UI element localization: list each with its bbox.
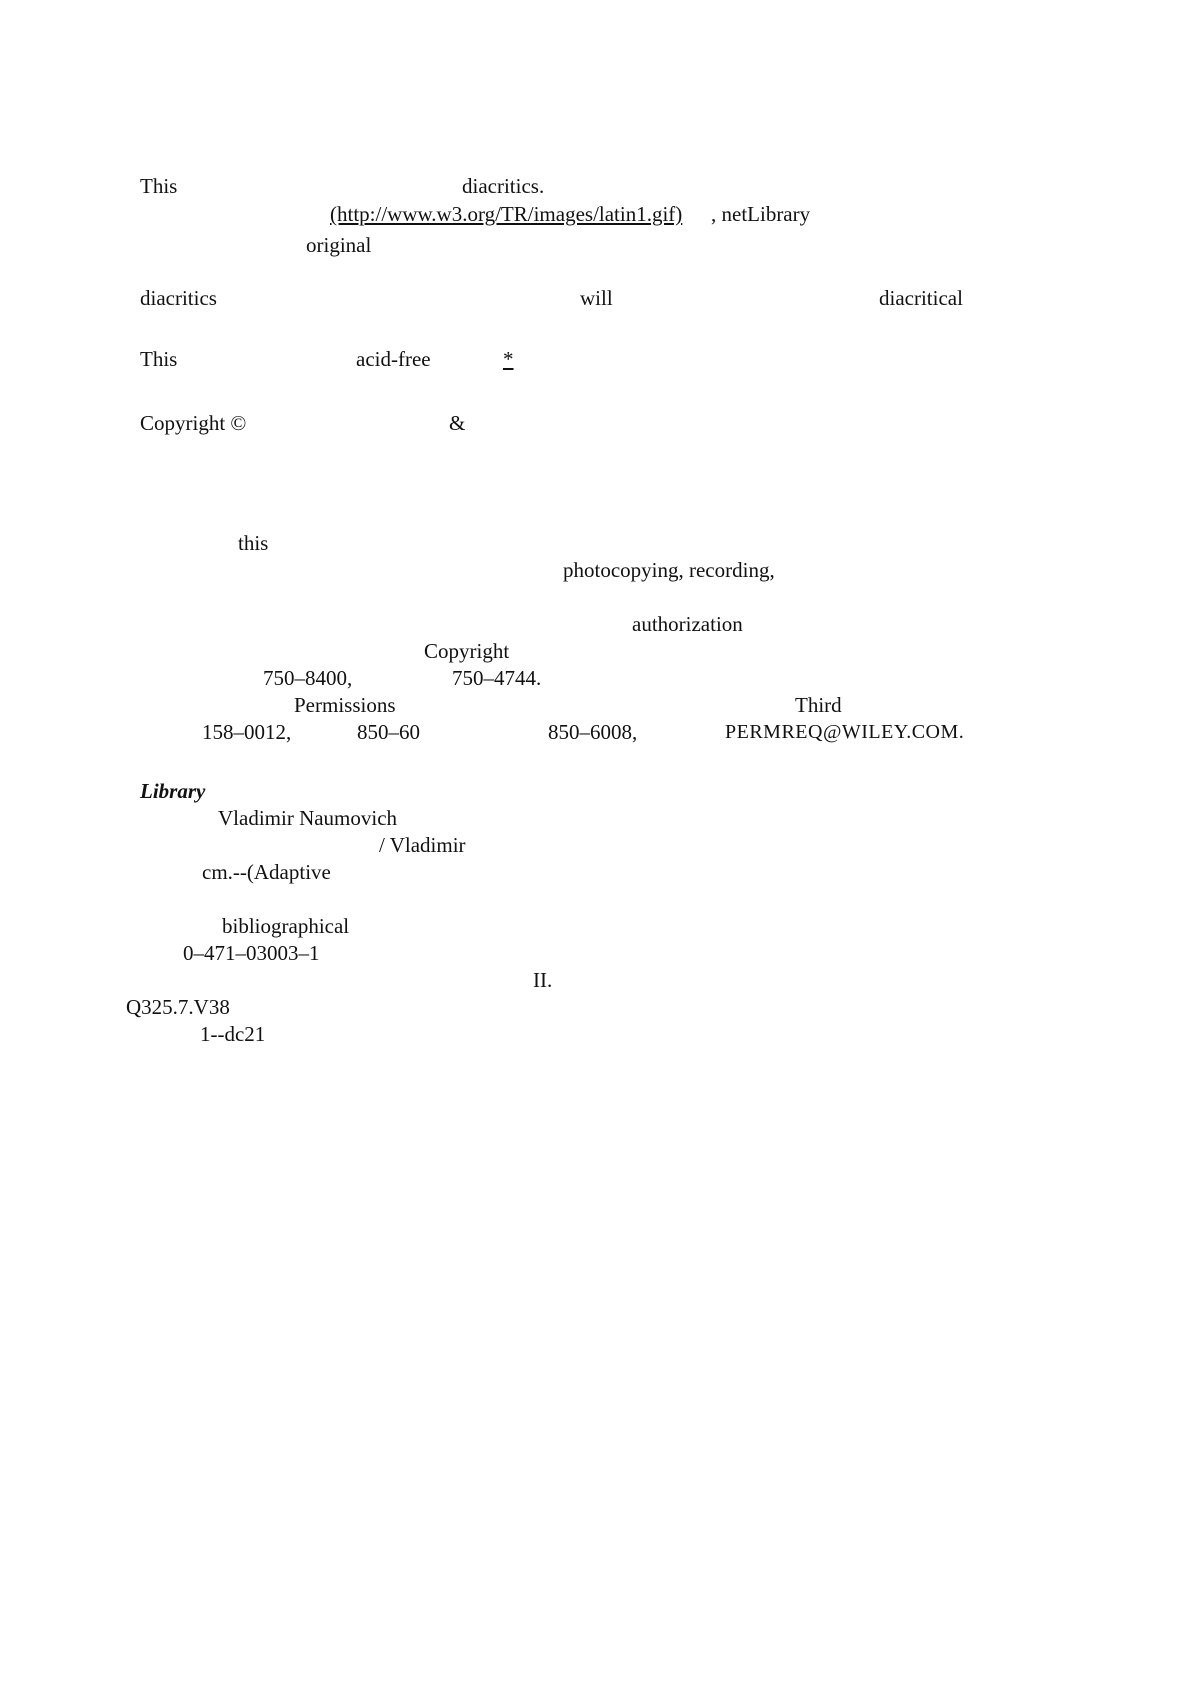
isbn: 0–471–03003–1 xyxy=(183,941,320,965)
text-fragment: & xyxy=(449,411,466,435)
url-link[interactable]: (http://www.w3.org/TR/images/latin1.gif) xyxy=(330,202,683,226)
text-fragment: Copyright © xyxy=(140,411,247,435)
text-fragment: , netLibrary xyxy=(711,202,811,226)
text-fragment: will xyxy=(580,286,613,310)
text-fragment: cm.--(Adaptive xyxy=(202,860,331,884)
call-number: Q325.7.V38 xyxy=(126,995,230,1019)
text-fragment: 850–6008, xyxy=(548,720,638,744)
text-fragment: * xyxy=(503,347,514,371)
text-fragment: Permissions xyxy=(294,693,396,717)
text-fragment: original xyxy=(306,233,372,257)
text-fragment: 750–8400, xyxy=(263,666,353,690)
cip-heading: Library xyxy=(140,779,206,803)
text-fragment: diacritics xyxy=(140,286,217,310)
text-fragment: 850–60 xyxy=(357,720,420,744)
text-fragment: 158–0012, xyxy=(202,720,292,744)
email-address[interactable]: PERMREQ@WILEY.COM. xyxy=(725,721,965,743)
text-fragment: II. xyxy=(533,968,553,992)
text-fragment: diacritics. xyxy=(462,174,545,198)
text-fragment: / Vladimir xyxy=(379,833,466,857)
dewey-number: 1--dc21 xyxy=(200,1022,266,1046)
text-fragment: Copyright xyxy=(424,639,510,663)
text-fragment: authorization xyxy=(632,612,743,636)
text-fragment: 750–4744. xyxy=(452,666,542,690)
text-fragment: photocopying, recording, xyxy=(563,558,775,582)
text-fragment: bibliographical xyxy=(222,914,350,938)
text-fragment: This xyxy=(140,174,178,198)
text-fragment: acid-free xyxy=(356,347,431,371)
text-fragment: This xyxy=(140,347,178,371)
text-fragment: diacritical xyxy=(879,286,963,310)
text-fragment: Third xyxy=(795,693,842,717)
text-fragment: this xyxy=(238,531,269,555)
text-fragment: Vladimir Naumovich xyxy=(218,806,398,830)
